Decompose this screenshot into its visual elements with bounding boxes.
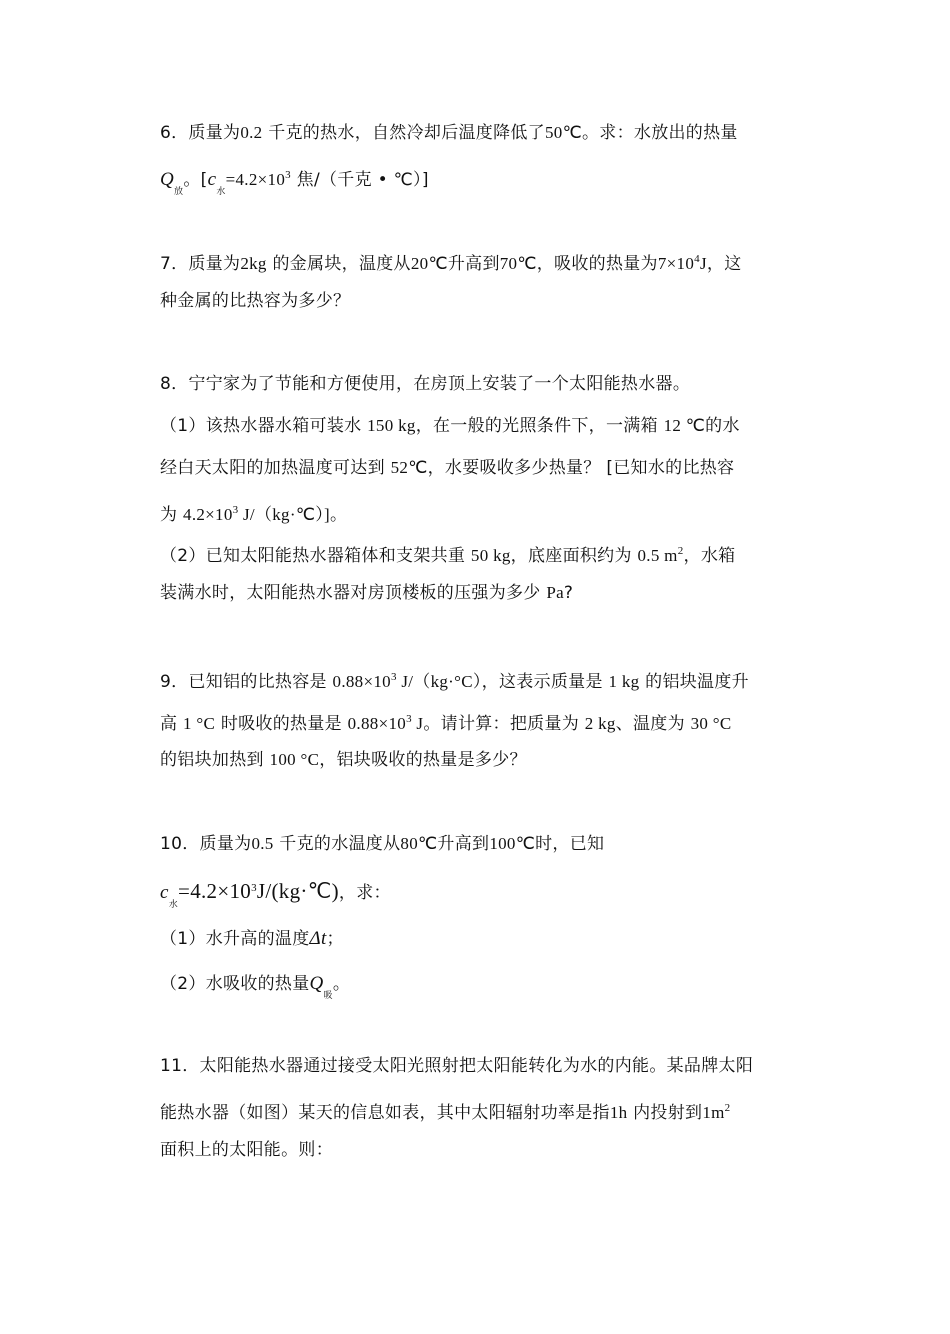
question-11-line-1: 11．太阳能热水器通过接受太阳光照射把太阳能转化为水的内能。某品牌太阳: [160, 1056, 754, 1076]
question-8-line-3: 经白天太阳的加热温度可达到 52℃，水要吸收多少热量？ [已知水的比热容: [160, 458, 735, 478]
question-7-line-2: 种金属的比热容为多少？: [160, 291, 351, 311]
question-10-line-2: $c_水=4.2\times 10^3J/(kg\cdot℃)$，求：: [160, 879, 391, 910]
question-9-line-2: 高 1 °C 时吸收的热量是 $0.88\times 10^3$ J。请计算：把质量为 2 kg、温度为 30 °C: [160, 713, 732, 734]
question-8-line-4: 为 $4.2\times 10^3$ J/（kg·℃）]。: [160, 504, 348, 525]
question-9-line-1: 9．已知铝的比热容是 $0.88\times 10^3$ J/（kg·°C），这表示质量是 1 kg 的铝块温度升: [160, 671, 749, 692]
question-8-line-2: （1）该热水器水箱可装水 150 kg，在一般的光照条件下，一满箱 12 ℃的水: [160, 416, 740, 436]
question-8-line-6: 装满水时，太阳能热水器对房顶楼板的压强为多少 Pa?: [160, 583, 574, 603]
question-10-line-3: （1）水升高的温度Δt；: [160, 928, 344, 949]
question-11-line-2: 能热水器（如图）某天的信息如表，其中太阳辐射功率是指1h 内投射到$1m^2$: [160, 1102, 731, 1123]
question-7-line-1: 7．质量为2kg 的金属块，温度从20℃升高到70℃，吸收的热量为$7\times 10^4J$，这: [160, 253, 742, 274]
question-11-line-3: 面积上的太阳能。则：: [160, 1140, 333, 1160]
question-9-line-3: 的铝块加热到 100 °C，铝块吸收的热量是多少？: [160, 750, 527, 770]
question-10-line-4: （2）水吸收的热量$Q_吸$。: [160, 973, 351, 1001]
question-8-line-1: 8．宁宁家为了节能和方便使用，在房顶上安装了一个太阳能热水器。: [160, 374, 691, 394]
question-10-line-1: 10．质量为0.5 千克的水温度从80℃升高到100℃时，已知: [160, 834, 605, 854]
question-6-line-1: 6．质量为0.2 千克的热水，自然冷却后温度降低了50℃。求：水放出的热量: [160, 123, 738, 143]
question-6-line-2: $Q_放$。[$c_水=4.2\times 10^3$ 焦/（千克 • ℃）]: [160, 169, 429, 197]
question-8-line-5: （2）已知太阳能热水器箱体和支架共重 50 kg，底座面积约为 0.5 $m^2$，水箱: [160, 545, 736, 566]
